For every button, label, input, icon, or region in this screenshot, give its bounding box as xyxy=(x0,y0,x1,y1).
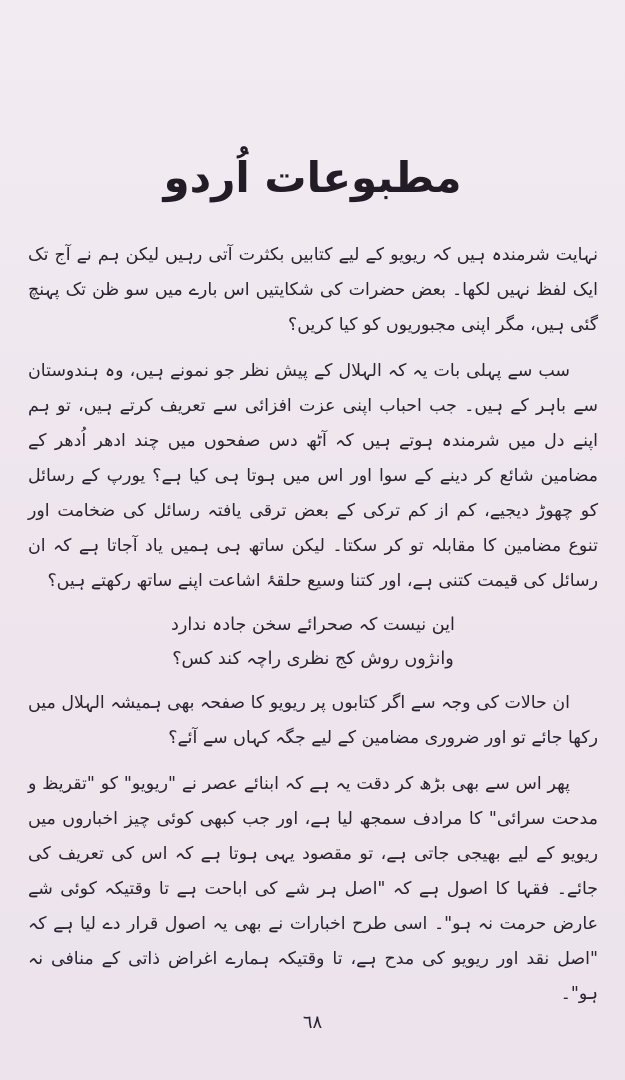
persian-verse xyxy=(28,608,598,676)
paragraph-4: پھر اس سے بھی بڑھ کر دقت یہ ہے کہ ابنائے عصر نے "ریویو" کو "تقریظ و مدحت سرائی" کا مرادف سمجھ لیا ہے، اور جب کبھی کوئی چیز اخباروں میں ریویو کے لیے بھیجی جاتی ہے، تو مقصود یہی ہوتا ہے کہ اس کی تعریف کی جائے۔ فقہا کا اصول ہے کہ "اصل ہر شے کی اباحت ہے تا وقتیکہ کوئی شے عارض حرمت نہ ہو"۔ اسی طرح اخبارات نے بھی یہ اصول قرار دے لیا ہے کہ "اصل نقد اور ریویو کی مدح ہے، تا وقتیکہ ہمارے اغراض ذاتی کے منافی نہ ہو"۔ xyxy=(28,774,598,1004)
page-title: مطبوعات اُردو xyxy=(163,153,462,202)
paragraph-3: ان حالات کی وجہ سے اگر کتابوں پر ریویو کا صفحہ بھی ہمیشہ الہلال میں رکھا جائے تو اور ضروری مضامین کے لیے جگہ کہاں سے آئے؟ xyxy=(28,693,598,748)
verse-line-1: این نیست کہ صحرائے سخن جادہ ندارد xyxy=(171,615,455,635)
paragraph-2: سب سے پہلی بات یہ کہ الہلال کے پیش نظر جو نمونے ہیں، وہ ہندوستان سے باہر کے ہیں۔ جب احباب اپنی عزت افزائی سے تعریف کرتے ہیں، تو ہم اپنے دل میں شرمندہ ہوتے ہیں کہ آٹھ دس صفحوں میں چند ادھر اُدھر کے مضامین شائع کر دینے کے سوا اور اس میں ہوتا ہی کیا ہے؟ یورپ کے رسائل کو چھوڑ دیجیے، کم از کم ترکی کے بعض ترقی یافتہ رسائل کی ضخامت اور تنوع مضامین کا مقابلہ تو کر سکتا۔ لیکن ساتھ ہی ہمیں یاد آجاتا ہے کہ ان رسائل کی قیمت کتنی ہے، اور کتنا وسیع حلقۂ اشاعت اپنے ساتھ رکھتے ہیں؟ xyxy=(28,361,598,591)
page-number: ٦٨ xyxy=(302,1012,323,1033)
paragraph-1: نہایت شرمندہ ہیں کہ ریویو کے لیے کتابیں بکثرت آتی رہیں لیکن ہم نے آج تک ایک لفظ نہیں لکھا۔ بعض حضرات کی شکایتیں اس بارے میں سو ظن تک پہنچ گئی ہیں، مگر اپنی مجبوریوں کو کیا کریں؟ xyxy=(28,245,598,335)
verse-line-2: وانژوں روش کج نظری راچہ کند کس؟ xyxy=(172,649,454,669)
article-body xyxy=(28,238,598,1023)
